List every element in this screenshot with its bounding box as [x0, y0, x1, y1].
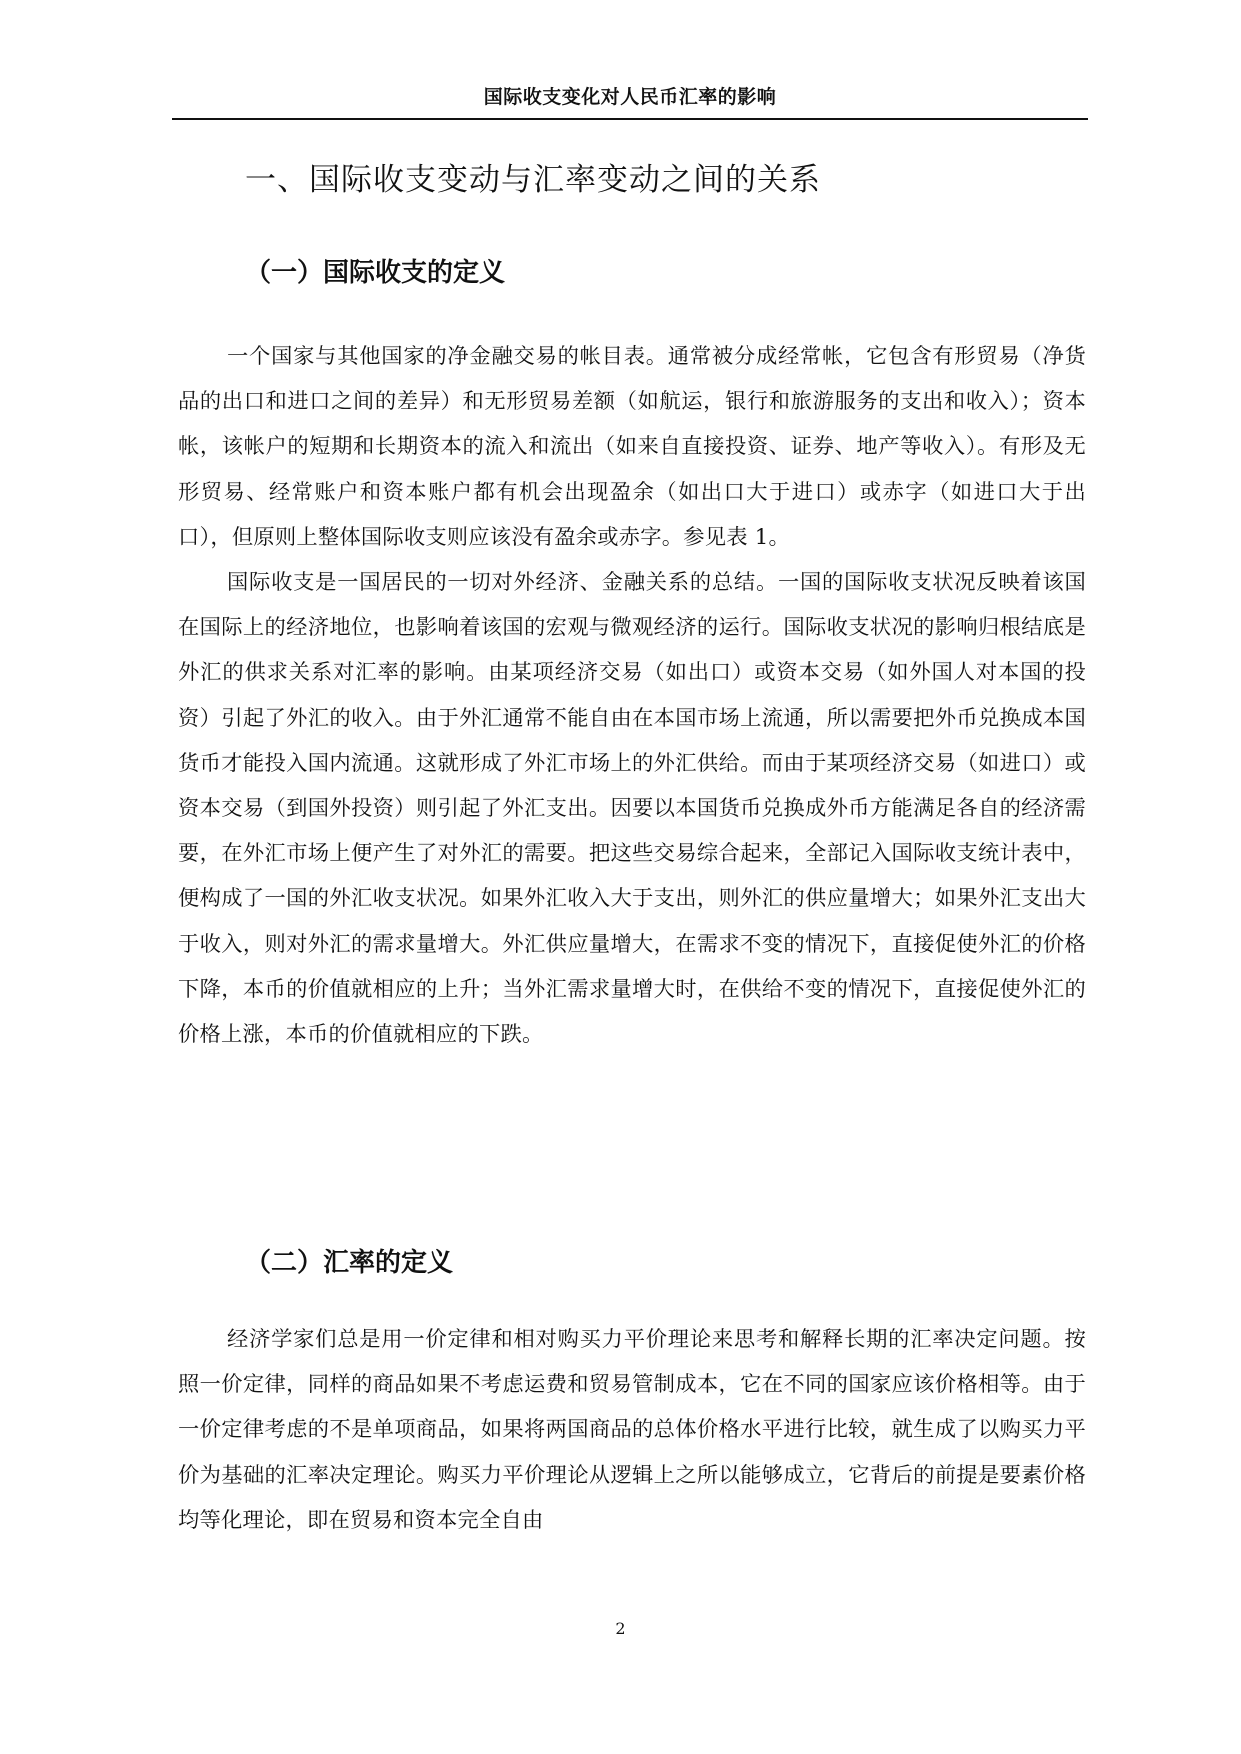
section-heading-2: （二）汇率的定义: [245, 1248, 454, 1278]
page-number: 2: [615, 1619, 626, 1638]
section-heading-1: （一）国际收支的定义: [245, 258, 506, 288]
section-2-body: [178, 1317, 1086, 1543]
header-rule: [172, 118, 1088, 120]
paragraph: 经济学家们总是用一价定律和相对购买力平价理论来思考和解释长期的汇率决定问题。按照一价定律，同样的商品如果不考虑运费和贸易管制成本，它在不同的国家应该价格相等。由于一价定律考虑的不是单项商品，如果将两国商品的总体价格水平进行比较，就生成了以购买力平价为基础的汇率决定理论。购买力平价理论从逻辑上之所以能够成立，它背后的前提是要素价格均等化理论，即在贸易和资本完全自由: [178, 1327, 1086, 1533]
chapter-title: 一、国际收支变动与汇率变动之间的关系: [245, 162, 821, 198]
section-1-body: [178, 334, 1086, 1057]
running-header: 国际收支变化对人民币汇率的影响: [483, 86, 777, 108]
paragraph: 国际收支是一国居民的一切对外经济、金融关系的总结。一国的国际收支状况反映着该国在国际上的经济地位，也影响着该国的宏观与微观经济的运行。国际收支状况的影响归根结底是外汇的供求关系对汇率的影响。由某项经济交易（如出口）或资本交易（如外国人对本国的投资）引起了外汇的收入。由于外汇通常不能自由在本国市场上流通，所以需要把外币兑换成本国货币才能投入国内流通。这就形成了外汇市场上的外汇供给。而由于某项经济交易（如进口）或资本交易（到国外投资）则引起了外汇支出。因要以本国货币兑换成外币方能满足各自的经济需要，在外汇市场上便产生了对外汇的需要。把这些交易综合起来，全部记入国际收支统计表中，便构成了一国的外汇收支状况。如果外汇收入大于支出，则外汇的供应量增大；如果外汇支出大于收入，则对外汇的需求量增大。外汇供应量增大，在需求不变的情况下，直接促使外汇的价格下降，本币的价值就相应的上升；当外汇需求量增大时，在供给不变的情况下，直接促使外汇的价格上涨，本币的价值就相应的下跌。: [178, 570, 1086, 1048]
paragraph: 一个国家与其他国家的净金融交易的帐目表。通常被分成经常帐，它包含有形贸易（净货品的出口和进口之间的差异）和无形贸易差额（如航运，银行和旅游服务的支出和收入）；资本帐，该帐户的短期和长期资本的流入和流出（如来自直接投资、证券、地产等收入）。有形及无形贸易、经常账户和资本账户都有机会出现盈余（如出口大于进口）或赤字（如进口大于出口），但原则上整体国际收支则应该没有盈余或赤字。参见表 1。: [178, 344, 1086, 550]
